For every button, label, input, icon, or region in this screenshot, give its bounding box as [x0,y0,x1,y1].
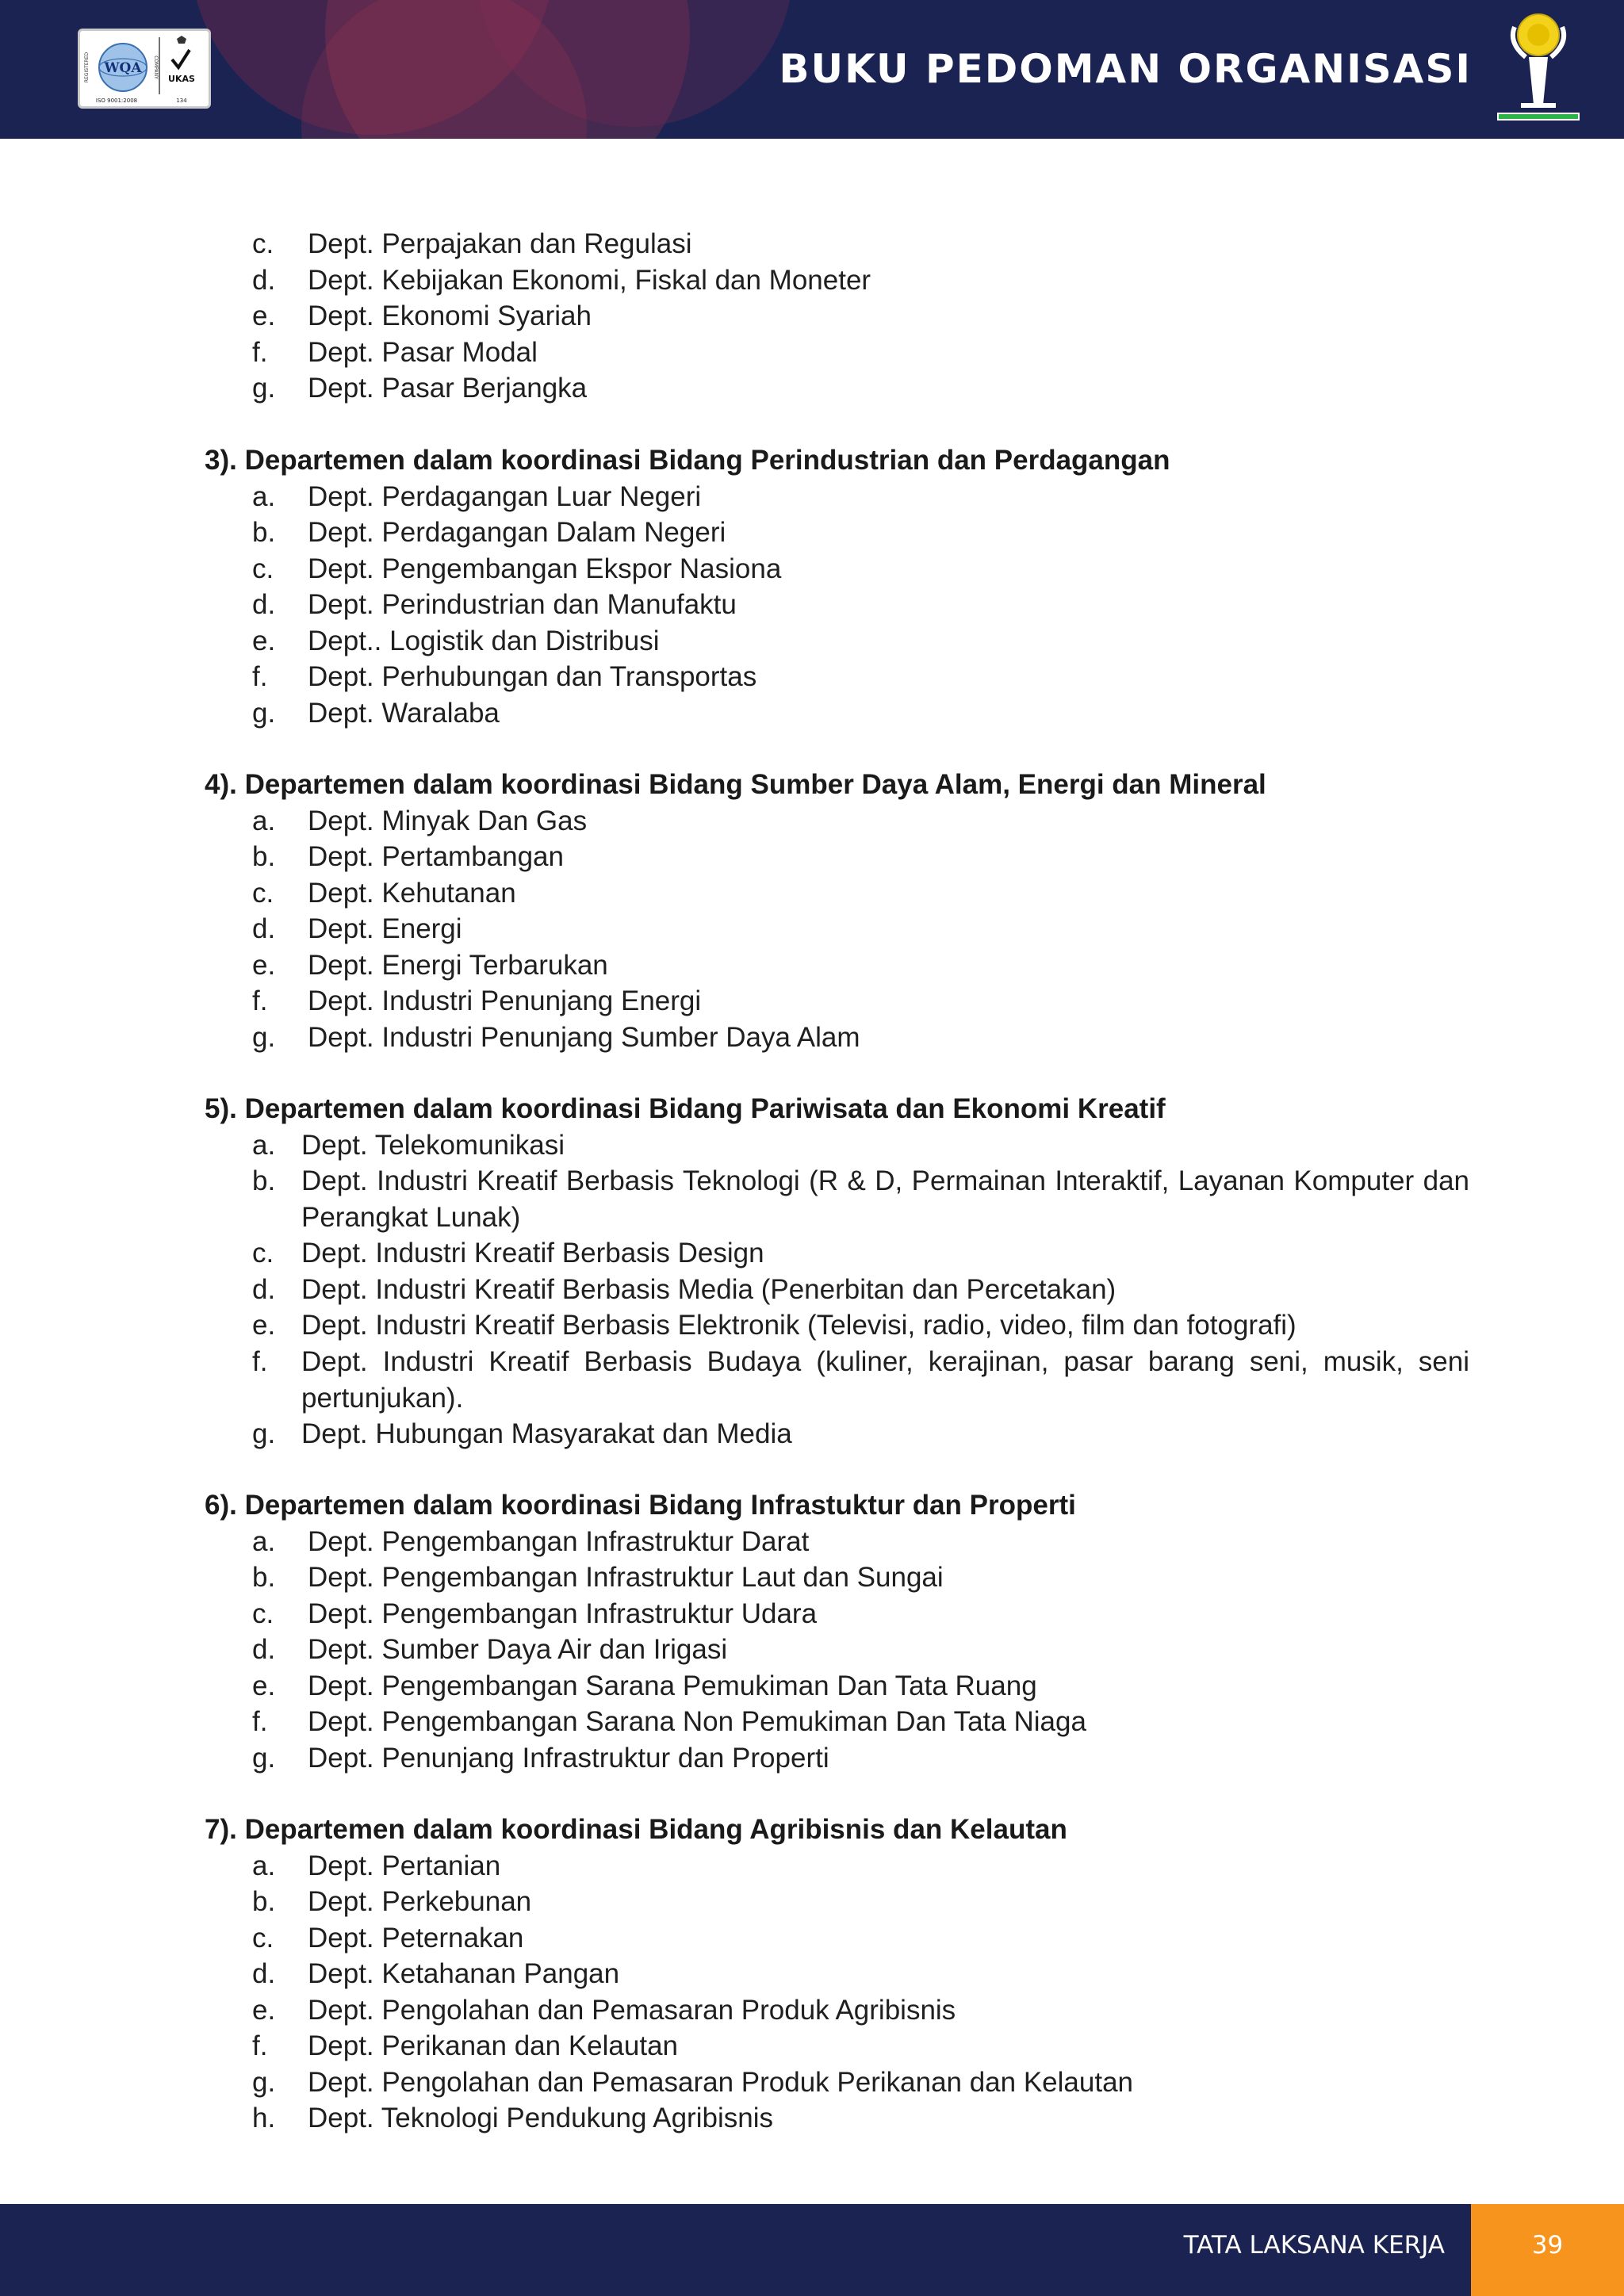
list-item-letter: d. [252,264,276,296]
svg-text:COMPANY: COMPANY [153,55,159,79]
list-item-text: Dept. Pengolahan dan Pemasaran Produk Agribisnis [308,1994,956,2026]
section-heading: 3). Departemen dalam koordinasi Bidang Perindustrian dan Perdagangan [205,445,1170,476]
list-item-letter: a. [252,1129,276,1161]
list-item-text: Dept. Ketahanan Pangan [308,1958,620,1989]
list-item-text: Dept. Teknologi Pendukung Agribisnis [308,2103,773,2133]
list-item-letter: a. [252,1850,276,1881]
list-item-text: Dept. Industri Penunjang Sumber Daya Alam [308,1021,860,1053]
list-item-letter: g. [252,1021,276,1053]
list-item-text: Dept. Industri Kreatif Berbasis Budaya (kuliner, kerajinan, pasar barang seni, musik, seni pertunjukan). [301,1345,1469,1414]
list-item-letter: g. [252,697,276,729]
list-item-letter: f. [252,1345,268,1377]
list-item-text: Dept. Industri Kreatif Berbasis Media (Penerbitan dan Percetakan) [301,1273,1116,1305]
list-item-text: Dept. Hubungan Masyarakat dan Media [301,1418,792,1449]
svg-text:UKAS: UKAS [168,74,195,84]
list-item-letter: g. [252,373,276,404]
list-item-text: Dept. Pengembangan Sarana Non Pemukiman Dan Tata Niaga [308,1706,1086,1737]
page-number: 39 [1531,2231,1564,2260]
list-item-text: Dept. Perdagangan Luar Negeri [308,480,702,512]
list-item-letter: h. [252,2103,276,2133]
list-item-text: Dept. Perdagangan Dalam Negeri [308,517,726,548]
list-item-text: Dept. Perhubungan dan Transportas [308,661,757,692]
list-item-letter: a. [252,1525,276,1557]
list-item-text: Dept. Pengembangan Sarana Pemukiman Dan Tata Ruang [308,1670,1037,1701]
list-item-letter: e. [252,625,276,656]
list-item-text: Dept. Pertanian [308,1850,501,1881]
section-heading: 6). Departemen dalam koordinasi Bidang Infrastuktur dan Properti [205,1490,1076,1521]
list-item-text: Dept. Penunjang Infrastruktur dan Properti [308,1742,829,1774]
section-heading: 4). Departemen dalam koordinasi Bidang Sumber Daya Alam, Energi dan Mineral [205,769,1266,800]
list-item-text: Dept. Minyak Dan Gas [308,805,588,836]
section-heading: 7). Departemen dalam koordinasi Bidang Agribisnis dan Kelautan [205,1814,1067,1845]
list-item-text: Dept. Perindustrian dan Manufaktu [308,589,737,620]
list-item-letter: f. [252,985,268,1016]
list-item-letter: c. [252,1238,274,1269]
list-item-letter: c. [252,877,274,909]
list-item-letter: f. [252,2030,268,2061]
list-item-letter: c. [252,553,274,584]
list-item-letter: b. [252,1562,276,1593]
list-item-letter: c. [252,1598,274,1629]
list-item-text: Dept. Pengolahan dan Pemasaran Produk Perikanan dan Kelautan [308,2066,1134,2098]
list-item-text: Dept. Pertambangan [308,841,564,872]
list-item-letter: e. [252,949,276,981]
list-item-text: Dept. Pasar Berjangka [308,373,588,404]
page-number-box [1471,2204,1624,2296]
list-item-letter: b. [252,517,276,548]
list-item-letter: a. [252,805,276,836]
svg-text:REGISTERED: REGISTERED [84,52,90,83]
list-item-letter: f. [252,336,268,368]
list-item-text: Dept. Pasar Modal [308,336,538,368]
list-item-letter: e. [252,1310,276,1341]
certification-logo [78,29,211,109]
list-item-letter: g. [252,1418,276,1449]
list-item-letter: g. [252,2066,276,2098]
list-item-letter: d. [252,1273,276,1305]
list-item-text: Dept. Perkebunan [308,1886,532,1917]
list-item-text: Dept. Waralaba [308,697,500,729]
list-item-text: Dept. Peternakan [308,1922,524,1954]
list-item-text: Dept. Perikanan dan Kelautan [308,2030,678,2061]
list-item-text: Dept. Pengembangan Infrastruktur Laut dan Sungai [308,1562,944,1593]
list-item-letter: c. [252,228,274,259]
list-item-text: Dept. Pengembangan Ekspor Nasiona [308,553,782,584]
list-item-letter: a. [252,480,276,512]
list-item-letter: f. [252,1706,268,1737]
list-item-text: Dept. Industri Kreatif Berbasis Elektronik (Televisi, radio, video, film dan fotografi) [301,1310,1297,1341]
list-item-text: Dept. Industri Kreatif Berbasis Teknologi (R & D, Permainan Interaktif, Layanan Komputer dan Perangkat Lunak) [301,1165,1469,1233]
list-item-letter: d. [252,913,276,944]
list-item-text: Dept. Energi [308,913,462,944]
organization-logo [1491,11,1586,124]
document-title: BUKU PEDOMAN ORGANISASI [779,46,1472,92]
list-item-letter: e. [252,300,276,331]
list-item-text: Dept. Kehutanan [308,877,516,909]
list-item-text: Dept. Perpajakan dan Regulasi [308,228,692,259]
list-item-letter: f. [252,661,268,692]
svg-text:134: 134 [176,98,187,104]
list-item-letter: g. [252,1742,276,1774]
list-item-text: Dept. Industri Penunjang Energi [308,985,702,1016]
list-item-text: Dept. Energi Terbarukan [308,949,608,981]
list-item-letter: e. [252,1670,276,1701]
list-item-letter: b. [252,841,276,872]
svg-text:ISO 9001:2008: ISO 9001:2008 [95,98,138,104]
page-header [0,0,1624,139]
page-footer [0,2204,1624,2296]
list-item-letter: d. [252,1634,276,1665]
list-item-text: Dept. Kebijakan Ekonomi, Fiskal dan Moneter [308,264,871,296]
list-item-letter: c. [252,1922,274,1954]
list-item-text: Dept. Industri Kreatif Berbasis Design [301,1238,764,1269]
list-item-letter: e. [252,1994,276,2026]
list-item-text: Dept. Ekonomi Syariah [308,300,592,331]
svg-text:WQA: WQA [104,60,142,76]
list-item-letter: b. [252,1165,276,1196]
list-item-letter: b. [252,1886,276,1917]
footer-chapter-label: TATA LAKSANA KERJA [1183,2231,1445,2260]
list-item-letter: d. [252,1958,276,1989]
list-item-text: Dept. Telekomunikasi [301,1129,565,1161]
list-item-text: Dept. Pengembangan Infrastruktur Udara [308,1598,818,1629]
list-item-text: Dept.. Logistik dan Distribusi [308,625,660,656]
section-heading: 5). Departemen dalam koordinasi Bidang Pariwisata dan Ekonomi Kreatif [205,1093,1166,1124]
list-item-letter: d. [252,589,276,620]
list-item-text: Dept. Pengembangan Infrastruktur Darat [308,1525,810,1557]
list-item-text: Dept. Sumber Daya Air dan Irigasi [308,1634,728,1665]
